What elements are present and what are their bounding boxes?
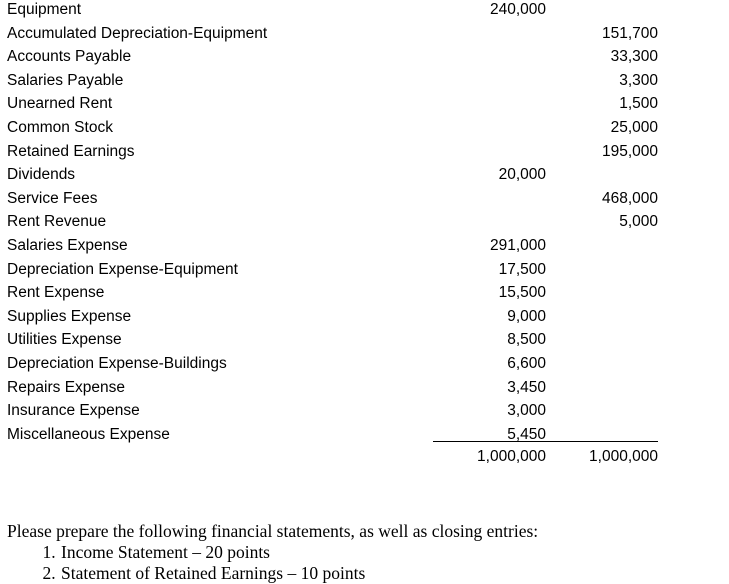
credit-amount: 25,000 — [610, 118, 658, 136]
account-name: Utilities Expense — [7, 331, 122, 349]
table-row — [0, 236, 729, 260]
account-name: Accounts Payable — [7, 48, 132, 66]
instruction-item: 2. Statement of Retained Earnings – 10 points — [60, 563, 538, 584]
account-name: Accumulated Depreciation-Equipment — [7, 24, 268, 42]
debit-amount: 6,600 — [507, 354, 546, 372]
account-name: Unearned Rent — [7, 95, 113, 113]
table-row — [0, 425, 729, 449]
debit-amount: 8,500 — [507, 331, 546, 349]
table-row — [0, 212, 729, 236]
instruction-item: 1. Income Statement – 20 points — [60, 542, 538, 563]
table-row — [0, 354, 729, 378]
account-name: Salaries Payable — [7, 71, 124, 89]
credit-amount: 195,000 — [601, 142, 658, 160]
totals-underline — [433, 441, 658, 442]
table-row — [0, 378, 729, 402]
table-row — [0, 47, 729, 71]
account-name: Depreciation Expense-Equipment — [7, 260, 238, 278]
debit-amount: 20,000 — [498, 166, 546, 184]
account-name: Depreciation Expense-Buildings — [7, 354, 227, 372]
table-row — [0, 307, 729, 331]
account-name: Rent Expense — [7, 284, 105, 302]
credit-amount: 1,500 — [619, 95, 658, 113]
account-name: Service Fees — [7, 189, 98, 207]
debit-amount: 9,000 — [507, 307, 546, 325]
credit-amount: 468,000 — [601, 189, 658, 207]
debit-total: 1,000,000 — [477, 448, 546, 465]
instructions — [7, 521, 538, 584]
table-row — [0, 0, 729, 24]
table-row — [0, 189, 729, 213]
credit-amount: 3,300 — [619, 71, 658, 89]
debit-amount: 5,450 — [507, 425, 546, 443]
account-name: Repairs Expense — [7, 378, 126, 396]
table-row — [0, 401, 729, 425]
account-name: Rent Revenue — [7, 213, 107, 231]
account-name: Insurance Expense — [7, 402, 140, 420]
credit-amount: 151,700 — [601, 24, 658, 42]
debit-amount: 3,450 — [507, 378, 546, 396]
totals-row — [0, 447, 729, 469]
table-row — [0, 94, 729, 118]
account-name: Salaries Expense — [7, 236, 128, 254]
table-row — [0, 142, 729, 166]
account-name: Dividends — [7, 166, 76, 184]
account-name: Miscellaneous Expense — [7, 425, 170, 443]
table-row — [0, 260, 729, 284]
account-name: Retained Earnings — [7, 142, 135, 160]
table-row — [0, 165, 729, 189]
credit-amount: 33,300 — [610, 48, 658, 66]
account-name: Common Stock — [7, 118, 113, 136]
table-row — [0, 118, 729, 142]
debit-amount: 17,500 — [498, 260, 546, 278]
account-name: Supplies Expense — [7, 307, 132, 325]
instructions-intro: Please prepare the following financial statements, as well as closing entries: — [7, 521, 539, 541]
credit-total: 1,000,000 — [589, 448, 658, 465]
table-row — [0, 24, 729, 48]
table-row — [0, 71, 729, 95]
table-row — [0, 330, 729, 354]
debit-amount: 291,000 — [489, 236, 546, 254]
debit-amount: 3,000 — [507, 402, 546, 420]
account-name: Equipment — [7, 1, 82, 18]
table-row — [0, 283, 729, 307]
debit-amount: 15,500 — [498, 284, 546, 302]
credit-amount: 5,000 — [619, 213, 658, 231]
instructions-list — [7, 542, 538, 584]
debit-amount: 240,000 — [489, 1, 546, 18]
